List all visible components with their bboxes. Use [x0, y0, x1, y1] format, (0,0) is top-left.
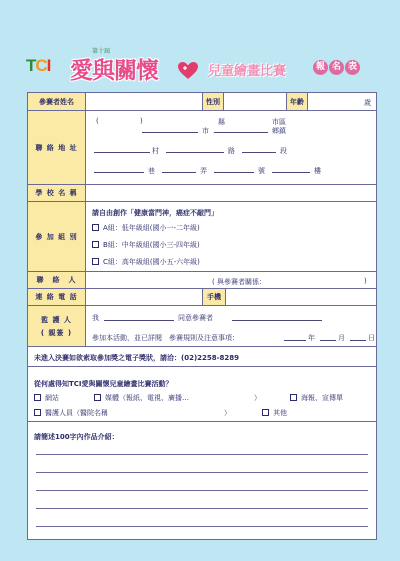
paren-close: ): [140, 117, 143, 125]
road-label: 路: [228, 147, 235, 155]
source-medical: 醫護人員（醫院名稱: [45, 409, 108, 417]
row-school: [28, 184, 376, 201]
row-name: [28, 93, 376, 110]
age-label: 年齡: [286, 93, 308, 110]
checkbox-poster[interactable]: [290, 394, 297, 401]
village-label: 村: [152, 147, 159, 155]
source-web: 網站: [45, 394, 59, 402]
option-group-a: A組：低年級組(國小一-二年級): [103, 224, 200, 232]
intro-line-5[interactable]: [36, 526, 368, 527]
source-other: 其他: [273, 409, 287, 417]
row-guardian: [28, 305, 376, 346]
header: [20, 40, 390, 92]
checkbox-medical[interactable]: [34, 409, 41, 416]
phone-field[interactable]: [86, 289, 202, 305]
notice-text: 未進入決賽如欲索取參加獎之電子獎狀，請洽：(02)2258-8289: [34, 354, 240, 362]
number-label: 號: [258, 167, 265, 175]
row-group: [28, 201, 376, 271]
source-question: 從何處得知TCI愛與關懷兒童繪畫比賽活動？: [34, 380, 173, 388]
intro-line-3[interactable]: [36, 490, 368, 491]
row-phone: [28, 288, 376, 305]
source-media-close: ）: [254, 394, 261, 402]
name-field[interactable]: [86, 93, 202, 110]
school-label: 學 校 名 稱: [28, 185, 86, 201]
intro-line-4[interactable]: [36, 508, 368, 509]
month-label: 月: [338, 334, 345, 342]
guardian-label: 監 護 人: [41, 315, 72, 324]
age-field[interactable]: [308, 93, 378, 110]
guardian-sign-label: ( 親簽 ): [40, 328, 73, 337]
mobile-label: 手機: [202, 289, 226, 305]
age-unit: 歲: [364, 99, 371, 107]
badge-3: 表: [345, 60, 360, 75]
group-prompt: 請自由創作「健康當門神，癌症不敲門」: [92, 209, 218, 217]
guardian-field[interactable]: [86, 306, 378, 346]
title-main: 愛與關懷: [70, 57, 158, 84]
group-field: [86, 202, 378, 271]
row-intro: [28, 421, 376, 541]
guardian-rules: 參加本活動，並已詳閱 參賽規則及注意事項：: [92, 334, 239, 342]
intro-line-1[interactable]: [36, 454, 368, 455]
gender-label: 性別: [202, 93, 224, 110]
edition-label: 第十屆: [92, 48, 111, 55]
tci-logo: TCI: [26, 56, 51, 75]
school-field[interactable]: [86, 185, 378, 201]
badge-1: 報: [313, 60, 328, 75]
row-source: [28, 366, 376, 421]
section-label: 段: [280, 147, 287, 155]
name-label: 參賽者姓名: [28, 93, 86, 110]
floor-label: 樓: [314, 167, 321, 175]
mobile-field[interactable]: [226, 289, 378, 305]
option-group-c: C組：高年級組(國小五-六年級): [103, 258, 200, 266]
row-contact: [28, 271, 376, 288]
alley-label: 弄: [200, 167, 207, 175]
township-label: 鄉鎮: [272, 127, 286, 135]
lane-label: 巷: [148, 167, 155, 175]
source-poster: 海報、宣傳單: [301, 394, 343, 402]
relation-label: ( 與參賽者關係：: [212, 278, 266, 286]
relation-close: ): [364, 277, 367, 285]
heart-icon: [178, 62, 198, 80]
intro-line-2[interactable]: [36, 472, 368, 473]
gender-field[interactable]: [224, 93, 286, 110]
group-label: 參 加 組 別: [28, 202, 86, 271]
source-medical-close: ）: [224, 409, 231, 417]
guardian-label-cell: [28, 306, 86, 346]
registration-form: [27, 92, 377, 540]
day-label: 日: [368, 334, 375, 342]
guardian-i: 我: [92, 314, 99, 322]
checkbox-group-b[interactable]: [92, 241, 99, 248]
intro-label: 請簡述100字內作品介紹：: [34, 433, 119, 441]
county-label: 縣: [218, 118, 225, 126]
checkbox-other[interactable]: [262, 409, 269, 416]
option-group-b: B組：中年級組(國小三-四年級): [103, 241, 200, 249]
checkbox-web[interactable]: [34, 394, 41, 401]
source-media: 媒體（報紙、電視、廣播…: [105, 394, 189, 402]
checkbox-media[interactable]: [94, 394, 101, 401]
address-field[interactable]: [86, 111, 378, 184]
title-sub: 兒童繪畫比賽: [208, 64, 287, 79]
district-label: 市區: [272, 118, 286, 126]
checkbox-group-c[interactable]: [92, 258, 99, 265]
row-address: [28, 110, 376, 184]
year-label: 年: [308, 334, 315, 342]
contact-label: 聯 絡 人: [28, 272, 86, 288]
contact-field[interactable]: [86, 272, 378, 288]
badge-2: 名: [329, 60, 344, 75]
guardian-agree: 同意參賽者: [178, 314, 213, 322]
checkbox-group-a[interactable]: [92, 224, 99, 231]
phone-label: 連 絡 電 話: [28, 289, 86, 305]
address-label: 聯 絡 地 址: [28, 111, 86, 184]
paren-open: (: [96, 117, 99, 125]
row-notice: [28, 346, 376, 366]
city-label: 市: [202, 127, 209, 135]
